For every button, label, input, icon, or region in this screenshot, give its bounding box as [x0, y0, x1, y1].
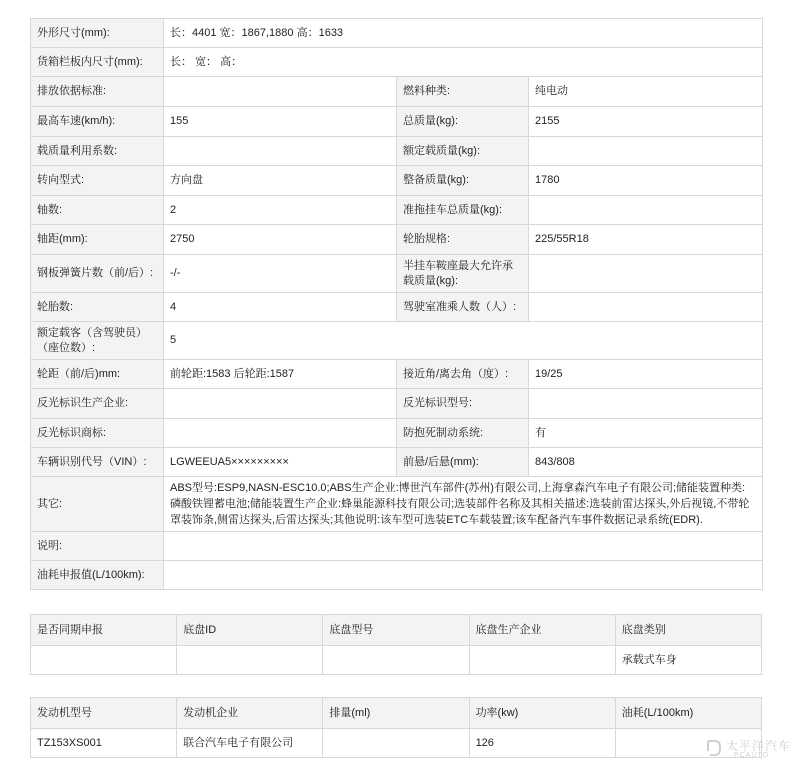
spec-row-note	[31, 532, 763, 561]
rated-load-label: 额定载质量(kg):	[397, 137, 529, 166]
vehicle-spec-table	[30, 18, 763, 590]
watermark-subtext: PCAUTO	[734, 752, 770, 759]
trailer-mass-label: 准拖挂车总质量(kg):	[397, 196, 529, 225]
engine-col-displacement: 排量(ml)	[323, 698, 469, 729]
reflector-maker-value	[164, 389, 397, 419]
spec-row-outer-size	[31, 19, 763, 48]
max-speed-label: 最高车速(km/h):	[31, 107, 164, 137]
chassis-sync-declared-cell	[31, 646, 177, 675]
curb-mass-label: 整备质量(kg):	[397, 166, 529, 196]
leaf-spring-value: -/-	[164, 255, 397, 293]
total-mass-label: 总质量(kg):	[397, 107, 529, 137]
vin-value: LGWEEUA5×××××××××	[164, 448, 397, 477]
emission-std-value	[164, 77, 397, 107]
leaf-spring-label: 钢板弹簧片数（前/后）:	[31, 255, 164, 293]
chassis-model-cell	[323, 646, 469, 675]
load-coef-value	[164, 137, 397, 166]
chassis-id-cell	[177, 646, 323, 675]
engine-power-cell: 126	[469, 729, 615, 758]
tire-count-label: 轮胎数:	[31, 293, 164, 322]
chassis-col-model: 底盘型号	[323, 615, 469, 646]
engine-table	[30, 697, 762, 758]
table-row	[31, 646, 762, 675]
passengers-value: 5	[164, 322, 763, 360]
track-value: 前轮距:1583 后轮距:1587	[164, 360, 397, 389]
steering-value: 方向盘	[164, 166, 397, 196]
spec-row	[31, 196, 763, 225]
spec-row	[31, 448, 763, 477]
chassis-col-maker: 底盘生产企业	[469, 615, 615, 646]
outer-size-label: 外形尺寸(mm):	[31, 19, 164, 48]
spec-row-fuel-consumption	[31, 561, 763, 590]
chassis-table	[30, 614, 762, 675]
fuel-type-value: 纯电动	[529, 77, 763, 107]
chassis-col-sync-declared: 是否同期申报	[31, 615, 177, 646]
axles-value: 2	[164, 196, 397, 225]
spec-row	[31, 107, 763, 137]
reflector-brand-label: 反光标识商标:	[31, 419, 164, 448]
engine-displacement-cell	[323, 729, 469, 758]
engine-model-cell: TZ153XS001	[31, 729, 177, 758]
abs-value: 有	[529, 419, 763, 448]
angles-value: 19/25	[529, 360, 763, 389]
spec-row	[31, 293, 763, 322]
reflector-brand-value	[164, 419, 397, 448]
pcauto-logo-icon	[706, 739, 722, 762]
wheelbase-value: 2750	[164, 225, 397, 255]
note-label: 说明:	[31, 532, 164, 561]
tire-count-value: 4	[164, 293, 397, 322]
cargo-size-label: 货箱栏板内尺寸(mm):	[31, 48, 164, 77]
spec-row	[31, 137, 763, 166]
engine-col-power: 功率(kw)	[469, 698, 615, 729]
spec-row	[31, 389, 763, 419]
chassis-col-category: 底盘类别	[615, 615, 761, 646]
engine-header-row	[31, 698, 762, 729]
spec-row	[31, 255, 763, 293]
table-row	[31, 729, 762, 758]
angles-label: 接近角/离去角（度）:	[397, 360, 529, 389]
reflector-maker-label: 反光标识生产企业:	[31, 389, 164, 419]
spec-row-cargo-size	[31, 48, 763, 77]
chassis-category-cell: 承载式车身	[615, 646, 761, 675]
curb-mass-value: 1780	[529, 166, 763, 196]
abs-label: 防抱死制动系统:	[397, 419, 529, 448]
load-coef-label: 载质量利用系数:	[31, 137, 164, 166]
other-label: 其它:	[31, 477, 164, 532]
vin-label: 车辆识别代号（VIN）:	[31, 448, 164, 477]
spec-row	[31, 419, 763, 448]
fuel-consumption-value	[164, 561, 763, 590]
reflector-model-label: 反光标识型号:	[397, 389, 529, 419]
tire-label: 轮胎规格:	[397, 225, 529, 255]
reflector-model-value	[529, 389, 763, 419]
fuel-type-label: 燃料种类:	[397, 77, 529, 107]
spec-row	[31, 77, 763, 107]
track-label: 轮距（前/后)mm:	[31, 360, 164, 389]
fuel-consumption-label: 油耗申报值(L/100km):	[31, 561, 164, 590]
chassis-header-row	[31, 615, 762, 646]
saddle-load-value	[529, 255, 763, 293]
watermark-text: 太平洋汽车	[726, 739, 792, 753]
saddle-load-label: 半挂车鞍座最大允许承载质量(kg):	[397, 255, 529, 293]
overhang-label: 前悬/后悬(mm):	[397, 448, 529, 477]
engine-col-model: 发动机型号	[31, 698, 177, 729]
engine-col-fuel: 油耗(L/100km)	[615, 698, 761, 729]
chassis-col-id: 底盘ID	[177, 615, 323, 646]
tire-value: 225/55R18	[529, 225, 763, 255]
outer-size-value: 长：4401 宽：1867,1880 高：1633	[164, 19, 763, 48]
overhang-value: 843/808	[529, 448, 763, 477]
spec-row	[31, 360, 763, 389]
spec-row	[31, 225, 763, 255]
cargo-size-value: 长： 宽： 高：	[164, 48, 763, 77]
steering-label: 转向型式:	[31, 166, 164, 196]
total-mass-value: 2155	[529, 107, 763, 137]
watermark	[706, 735, 792, 765]
engine-col-maker: 发动机企业	[177, 698, 323, 729]
spec-row-other	[31, 477, 763, 532]
trailer-mass-value	[529, 196, 763, 225]
wheelbase-label: 轴距(mm):	[31, 225, 164, 255]
note-value	[164, 532, 763, 561]
spec-row-passengers	[31, 322, 763, 360]
emission-std-label: 排放依据标准:	[31, 77, 164, 107]
cab-seats-label: 驾驶室准乘人数（人）:	[397, 293, 529, 322]
max-speed-value: 155	[164, 107, 397, 137]
axles-label: 轴数:	[31, 196, 164, 225]
rated-load-value	[529, 137, 763, 166]
spec-row	[31, 166, 763, 196]
engine-maker-cell: 联合汽车电子有限公司	[177, 729, 323, 758]
other-value: ABS型号:ESP9,NASN-ESC10.0;ABS生产企业:博世汽车部件(苏州)有限公司,上海拿森汽车电子有限公司;储能装置种类:磷酸铁锂蓄电池;储能装置生产企业:蜂巢能源科技有限公司;选装部件名称及其相关描述:选装前雷达探头,外后视镜,不带轮罩装饰条,侧雷达探头,后雷达探头;其他说明:该车型可选装ETC车载装置;该车配备汽车事件数据记录系统(EDR).	[164, 477, 763, 532]
chassis-maker-cell	[469, 646, 615, 675]
cab-seats-value	[529, 293, 763, 322]
passengers-label: 额定载客（含驾驶员）（座位数）:	[31, 322, 164, 360]
